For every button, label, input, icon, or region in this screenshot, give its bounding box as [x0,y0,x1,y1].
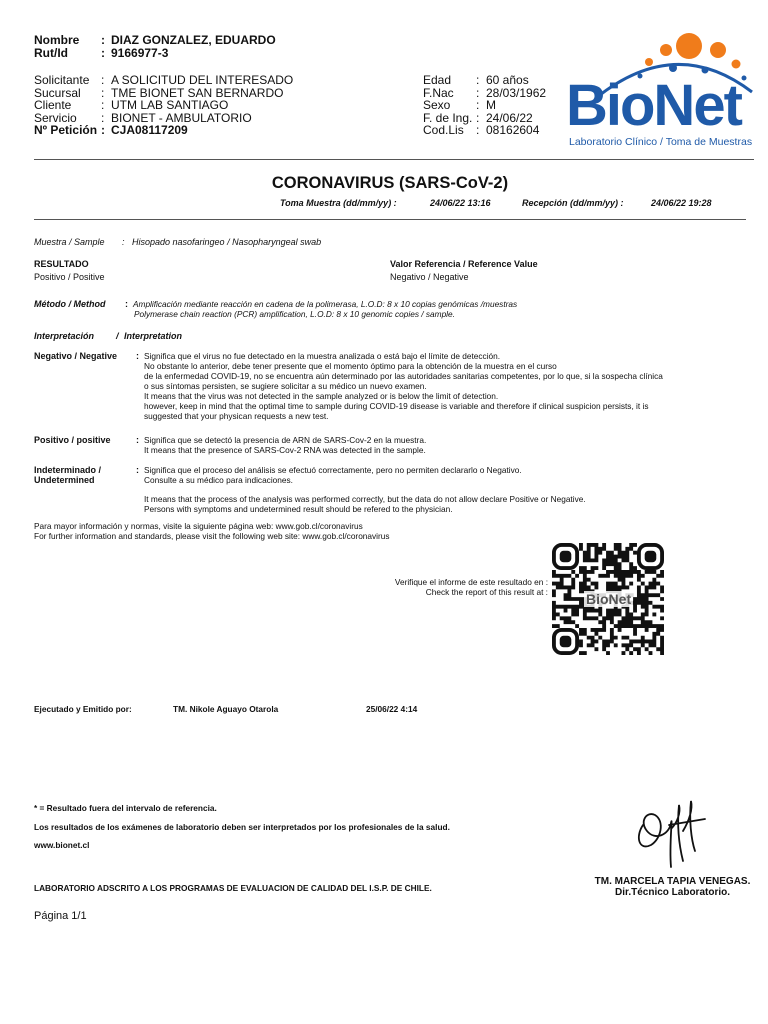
logo-wordmark: BioNet [566,73,741,138]
edad-value: 60 años [486,73,529,87]
negativo-line: It means that the virus was not detected in the sample analyzed or is below the limit of detection. [144,391,499,401]
fnac-label: F.Nac [423,86,454,100]
indeterminado-label: Indeterminado / [34,465,102,475]
recepcion-label: Recepción (dd/mm/yy) : [522,198,624,208]
servicio-label: Servicio [34,111,77,125]
toma-label: Toma Muestra (dd/mm/yy) : [280,198,397,208]
indet-line: It means that the process of the analysis was performed correctly, but the data do not allow declare Positive or Negative. [144,494,586,504]
resultado-value: Positivo / Positive [34,272,105,282]
indet-line: Persons with symptoms and undetermined result should be refered to the physician. [144,504,453,514]
footer-program: LABORATORIO ADSCRITO A LOS PROGRAMAS DE EVALUACION DE CALIDAD DEL I.S.P. DE CHILE. [34,883,432,893]
negativo-line: No obstante lo anterior, debe tener presente que el momento óptimo para la obtención de la muestra en el curso [144,361,557,371]
page-number: Página 1/1 [34,910,87,922]
fnac-value: 28/03/1962 [486,86,547,100]
info-text [34,521,390,541]
slash: / [116,331,119,341]
patient-name: DIAZ GONZALEZ, EDUARDO [111,33,276,47]
cliente-label: Cliente [34,98,72,112]
verify-en: Check the report of this result at : [425,587,548,597]
muestra-label: Muestra / Sample [34,237,105,247]
indet-line: Significa que el proceso del análisis se efectuó correctamente, pero no permiten declararlo o Negativo. [144,465,522,475]
referencia-label: Valor Referencia / Reference Value [390,259,538,269]
positivo-line: It means that the presence of SARS-Cov-2 RNA was detected in the sample. [144,445,426,455]
colon: : [101,46,105,60]
sucursal-value: TME BIONET SAN BERNARDO [111,86,284,100]
footnote-interpretation: Los resultados de los exámenes de laboratorio deben ser interpretados por los profesionales de la salud. [34,822,450,832]
logo-tagline: Laboratorio Clínico / Toma de Muestras [569,136,753,148]
undetermined-label: Undetermined [34,475,95,485]
solicitante-label: Solicitante [34,73,90,87]
colon: : [101,73,105,87]
footnote-asterisk: * = Resultado fuera del intervalo de referencia. [34,803,217,813]
ejecutado-by: TM. Nikole Aguayo Otarola [173,704,279,714]
colon: : [101,123,105,137]
test-title: CORONAVIRUS (SARS-CoV-2) [271,174,509,192]
resultado-label: RESULTADO [34,259,89,269]
toma-value: 24/06/22 13:16 [430,198,491,208]
rut-label: Rut/Id [34,46,68,60]
interpretacion-label: Interpretación [34,331,95,341]
peticion-label: Nº Petición [34,123,98,137]
cliente-value: UTM LAB SANTIAGO [111,98,229,112]
positivo-text [144,435,426,455]
negativo-line: Significa que el virus no fue detectado en la muestra analizada o está bajo el límite de detección. [144,351,501,361]
verify-es: Verifique el informe de este resultado en : [394,577,548,587]
patient-rut: 9166977-3 [111,46,169,60]
peticion-value: CJA08117209 [111,123,188,137]
colon: : [476,73,480,87]
muestra-value: Hisopado nasofaringeo / Nasopharyngeal swab [132,237,322,247]
footer-web[interactable]: www.bionet.cl [34,840,90,850]
verify-text [300,577,548,597]
referencia-value: Negativo / Negative [390,272,469,282]
solicitante-value: A SOLICITUD DEL INTERESADO [111,73,294,87]
interpretation-label: Interpretation [124,331,183,341]
negativo-label: Negativo / Negative [34,351,118,361]
negativo-line: de la enfermedad COVID-19, no se encuentra aún determinado por las autoridades sanitarias competentes, por lo que, si la sospecha clínica [144,371,663,381]
colon: : [136,465,139,475]
colon: : [136,435,139,445]
negativo-line: suggested that your physican requests a new test. [144,411,329,421]
servicio-value: BIONET - AMBULATORIO [111,111,252,125]
sucursal-label: Sucursal [34,86,81,100]
colon: : [101,98,105,112]
info-line-es: Para mayor información y normas, visite la siguiente página web: www.gob.cl/coronavirus [34,521,363,531]
indet-line: Consulte a su médico para indicaciones. [144,475,293,485]
ejecutado-date: 25/06/22 4:14 [366,704,418,714]
metodo-line: Amplificación mediante reacción en cadena de la polimerasa, L.O.D: 8 x 10 copias genómicas /muestras [133,299,518,309]
nombre-label: Nombre [34,33,80,47]
colon: : [101,111,105,125]
divider [34,219,746,220]
qr-logo: BioNet [586,591,632,607]
colon: : [476,123,480,137]
info-line-en: For further information and standards, please visit the following web site: www.gob.cl/coronavirus [34,531,390,541]
fing-label: F. de Ing. [423,111,473,125]
colon: : [476,86,480,100]
colon: : [136,351,139,361]
indeterminado-text [144,465,586,514]
fing-value: 24/06/22 [486,111,533,125]
positivo-label: Positivo / positive [34,435,111,445]
codlis-value: 08162604 [486,123,540,137]
negativo-text [144,351,663,421]
positivo-line: Significa que se detectó la presencia de ARN de SARS-Cov-2 en la muestra. [144,435,427,445]
signature-icon [625,795,715,875]
signer-title: Dir.Técnico Laboratorio. [614,887,731,898]
edad-label: Edad [423,73,452,87]
colon: : [125,299,128,309]
negativo-line: however, keep in mind that the optimal time to sample during COVID-19 disease is variable and therefore if clinical suspicion persists, it is [144,401,649,411]
ejecutado-label: Ejecutado y Emitido por: [34,704,132,714]
colon: : [101,86,105,100]
divider [34,159,754,160]
recepcion-value: 24/06/22 19:28 [651,198,712,208]
negativo-line: o sus síntomas persisten, se sugiere solicitar a su médico un nuevo examen. [144,381,427,391]
signer-name: TM. MARCELA TAPIA VENEGAS. [594,876,751,887]
codlis-label: Cod.Lis [423,123,464,137]
colon: : [101,33,105,47]
qr-code[interactable] [552,543,664,655]
metodo-text [133,299,517,319]
colon: : [476,98,480,112]
metodo-line: Polymerase chain reaction (PCR) amplification, L.O.D: 8 x 10 genomic copies / sample. [134,309,455,319]
sexo-label: Sexo [423,98,451,112]
sexo-value: M [486,98,496,112]
bionet-logo [566,30,756,152]
metodo-label: Método / Method [34,299,106,309]
colon: : [476,111,480,125]
colon: : [122,237,125,247]
